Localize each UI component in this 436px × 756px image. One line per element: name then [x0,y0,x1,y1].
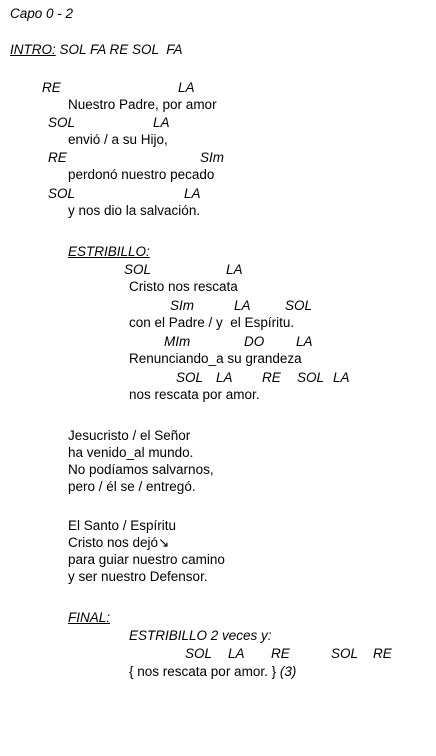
chorus-label: ESTRIBILLO: [68,244,150,259]
intro-label: INTRO: [10,42,56,57]
lyric-line: nos rescata por amor. [129,387,260,402]
chord: RE [48,150,67,165]
chord: SOL [285,298,313,313]
lyric-line: Jesucristo / el Señor [68,428,191,443]
chord: LA [184,186,201,201]
lyric-line: pero / él se / entregó. [68,479,196,494]
lyric-line: El Santo / Espíritu [68,518,177,533]
final-lyric-line [129,664,296,680]
chord: SIm [170,298,195,313]
chord: SOL [297,370,325,385]
chord: RE [42,80,61,95]
intro-chords: SOL FA RE SOL FA [55,42,183,57]
chord: SOL [185,646,213,661]
chord: RE [262,370,281,385]
lyric-line: Cristo nos rescata [129,279,238,294]
chord: SOL [48,186,76,201]
final-label: FINAL: [68,610,111,625]
chord: RE [373,646,392,661]
capo-line: Capo 0 - 2 [10,6,74,21]
lyric-line: envió / a su Hijo, [68,132,168,147]
chord: SOL [48,115,76,130]
chord: MIm [164,334,191,349]
chord: LA [228,646,245,661]
chord: SOL [176,370,204,385]
lyric-line: ha venido_al mundo. [68,445,194,460]
lyric-line: y ser nuestro Defensor. [68,569,208,584]
lyric-line: perdonó nuestro pecado [68,167,215,182]
repeat-count: (3) [279,664,297,679]
lyric-line: y nos dio la salvación. [68,203,201,218]
chord: SIm [200,150,225,165]
lyric-line: Nuestro Padre, por amor [68,97,217,112]
lyric-line: No podíamos salvarnos, [68,462,214,477]
chord: SOL [124,262,152,277]
chord: LA [226,262,243,277]
chord: DO [244,334,265,349]
chord: LA [333,370,350,385]
lyric-line: con el Padre / y el Espíritu. [129,315,295,330]
lyric-line: Cristo nos dejó↘ [68,535,170,550]
lyric-line: Renunciando_a su grandeza [129,351,302,366]
final-note: ESTRIBILLO 2 veces y: [129,628,272,643]
chord: LA [178,80,195,95]
lyric-line: para guiar nuestro camino [68,552,225,567]
chord: LA [216,370,233,385]
chord: LA [234,298,251,313]
chord: LA [296,334,313,349]
intro-line [10,42,183,58]
chord: LA [153,115,170,130]
chord: RE [271,646,290,661]
final-lyric: { nos rescata por amor. } [129,664,277,679]
chord: SOL [331,646,359,661]
